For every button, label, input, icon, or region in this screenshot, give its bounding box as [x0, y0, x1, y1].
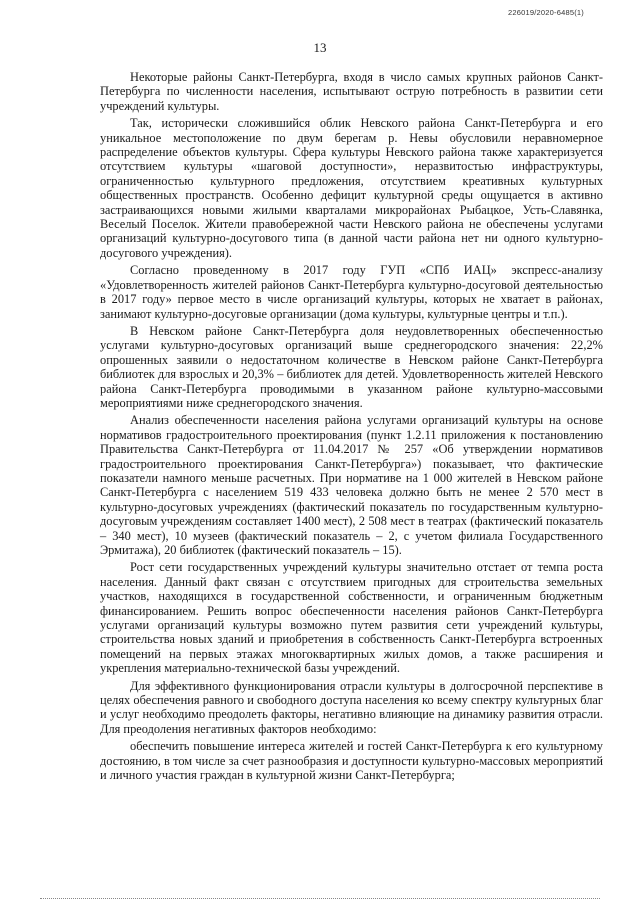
scan-edge-line — [40, 898, 600, 899]
document-id: 226019/2020-6485(1) — [508, 8, 584, 17]
paragraph-5: Анализ обеспеченности населения района услугами организаций культуры на основе нормативов градостроительного проектирования (пункт 1.2.11 приложения к постановлению Правительства Санкт-Петербурга от 11.04.2017 № 257 «Об утверждении нормативов градостроительного проектирования Санкт-Петербурга») показывает, что фактические показатели намного меньше расчетных. При нормативе на 1 000 жителей в Невском районе Санкт-Петербурга с населением 519 433 человека должно быть не менее 2 570 мест в культурно-досуговых учреждениях (фактический показатель по государственным культурно-досуговым учреждениям составляет 1400 мест), 2 508 мест в театрах (фактический показатель – 340 мест), 10 музеев (фактический показатель – 2, с учетом филиала Государственного Эрмитажа), 20 библиотек (фактический показатель – 15). — [100, 413, 603, 557]
document-body — [100, 70, 603, 786]
paragraph-3: Согласно проведенному в 2017 году ГУП «СПб ИАЦ» экспресс-анализу «Удовлетворенность жителей районов Санкт-Петербурга культурно-досуговой деятельностью в 2017 году» первое место в числе организаций культуры, которых не хватает в районах, занимают культурно-досуговые организации (дома культуры, культурные центры и т.п.). — [100, 263, 603, 321]
paragraph-1: Некоторые районы Санкт-Петербурга, входя в число самых крупных районов Санкт-Петербурга по численности населения, испытывают острую потребность в развитии сети учреждений культуры. — [100, 70, 603, 113]
paragraph-2: Так, исторически сложившийся облик Невского района Санкт-Петербурга и его уникальное местоположение по двум берегам р. Невы обусловили неравномерное распределение объектов культуры. Сфера культуры Невского района также характеризуется отсутствием культуры «шаговой доступности», неразвитостью инфраструктуры, ограниченностью культурного предложения, отсутствием креативных культурных общественных пространств. Особенно дефицит культурной среды ощущается в активно застраивающихся новыми жилыми кварталами микрорайонах Рыбацкое, Усть-Славянка, Веселый Поселок. Жители правобережной части Невского района не обеспечены услугами организаций культурно-досугового типа (в данной части района нет ни одного культурно-досугового учреждения). — [100, 116, 603, 260]
paragraph-4: В Невском районе Санкт-Петербурга доля неудовлетворенных обеспеченностью услугами культурно-досуговых организаций выше среднегородского значения: 22,2% опрошенных заявили о недостаточном количестве в Невском районе Санкт-Петербурга библиотек для взрослых и 20,3% – библиотек для детей. Удовлетворенность жителей Невского района Санкт-Петербурга проводимыми в указанном районе культурно-массовыми мероприятиями ниже среднегородского значения. — [100, 323, 603, 410]
page-number: 13 — [313, 40, 327, 55]
paragraph-6: Рост сети государственных учреждений культуры значительно отстает от темпа роста населения. Данный факт связан с отсутствием пригодных для строительства земельных участков, находящихся в государственной собственности, и ограниченным бюджетным финансированием. Решить вопрос обеспеченности населения районов Санкт-Петербурга услугами организаций культуры возможно путем развития сети учреждений культуры, строительства новых зданий и приобретения в собственность Санкт-Петербурга встроенных помещений на первых этажах многоквартирных жилых домов, а также расширения и укрепления материально-технической базы учреждений. — [100, 560, 603, 676]
paragraph-7: Для эффективного функционирования отрасли культуры в долгосрочной перспективе в целях обеспечения равного и свободного доступа населения ко всему спектру культурных благ и услуг необходимо преодолеть факторы, негативно влияющие на динамику развития отрасли. Для преодоления негативных факторов необходимо: — [100, 678, 603, 736]
paragraph-8: обеспечить повышение интереса жителей и гостей Санкт-Петербурга к его культурному достоянию, в том числе за счет разнообразия и доступности культурно-массовых мероприятий и личного участия граждан в культурной жизни Санкт-Петербурга; — [100, 739, 603, 783]
